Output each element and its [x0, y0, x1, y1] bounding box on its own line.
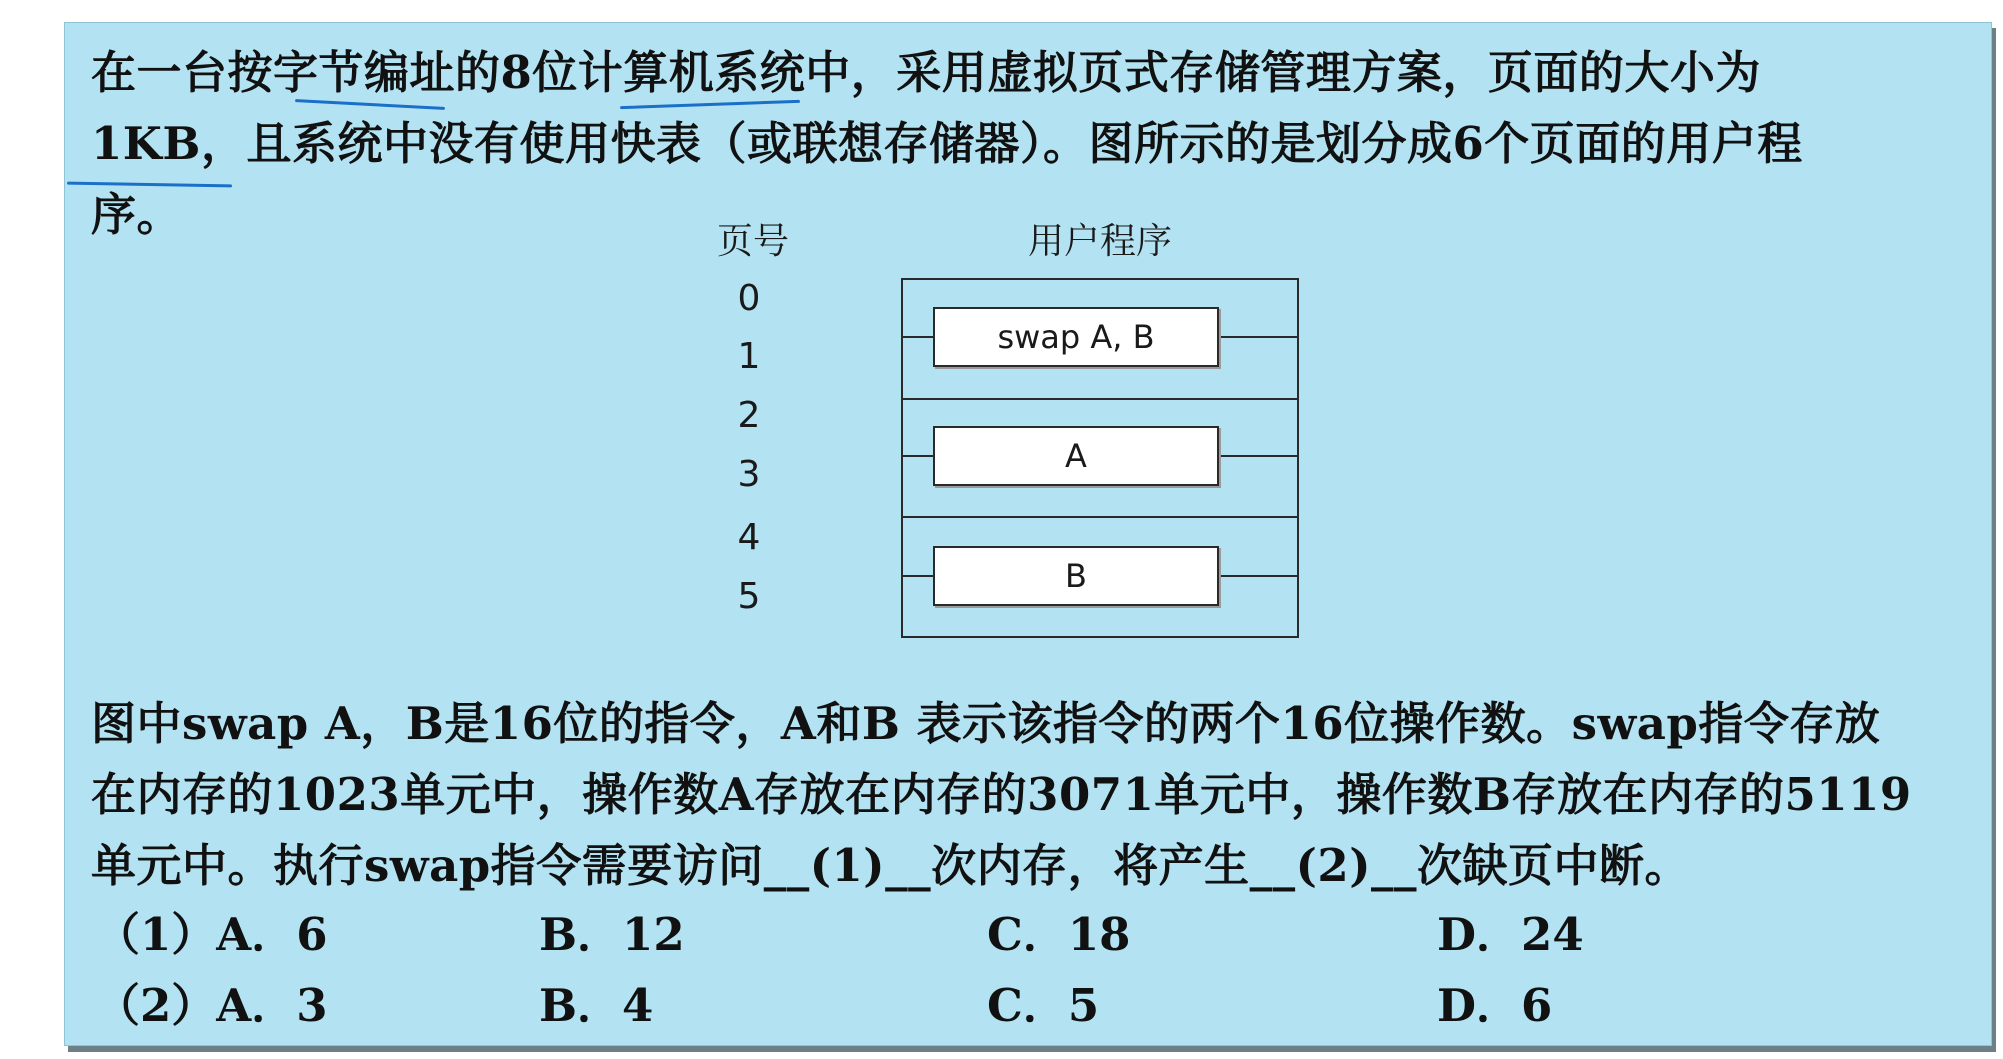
- page-boundary-line: [1217, 336, 1299, 338]
- question-line-6: 单元中。执行swap指令需要访问__(1)__次内存，将产生__(2)__次缺页中断。: [91, 839, 1690, 892]
- page-boundary-line: [1217, 455, 1299, 457]
- question-line-4: 图中swap A，B是16位的指令，A和B 表示该指令的两个16位操作数。swap指令存放: [91, 697, 1881, 750]
- page-number: 3: [737, 454, 761, 495]
- options-row-1: [65, 898, 1991, 968]
- question-card: [64, 22, 1992, 1046]
- operand-a-box: A: [933, 426, 1219, 486]
- page-number: 2: [737, 395, 761, 436]
- page-number-header: 页号: [716, 221, 789, 262]
- page-number: 0: [737, 278, 761, 319]
- page-number: 4: [737, 517, 761, 558]
- page-divider: [903, 398, 1297, 400]
- option-1-a[interactable]: （1）A．6: [95, 908, 328, 961]
- operand-b-box: B: [933, 546, 1219, 606]
- question-line-5: 在内存的1023单元中，操作数A存放在内存的3071单元中，操作数B存放在内存的5119: [91, 768, 1912, 821]
- user-program-header: 用户程序: [1027, 221, 1172, 262]
- option-1-c[interactable]: C．18: [987, 908, 1131, 961]
- option-1-d[interactable]: D．24: [1437, 908, 1584, 961]
- question-line-1: 在一台按字节编址的8位计算机系统中，采用虚拟页式存储管理方案，页面的大小为: [91, 46, 1761, 99]
- page-boundary-line: [1217, 575, 1299, 577]
- page-boundary-line: [901, 455, 935, 457]
- page-number: 5: [737, 576, 761, 617]
- question-line-3: 序。: [91, 188, 183, 241]
- option-2-a[interactable]: （2）A．3: [95, 979, 328, 1032]
- question-intro: [91, 37, 1803, 250]
- option-2-d[interactable]: D．6: [1437, 979, 1553, 1032]
- option-2-c[interactable]: C．5: [987, 979, 1100, 1032]
- question-line-2: 1KB，且系统中没有使用快表（或联想存储器）。图所示的是划分成6个页面的用户程: [91, 117, 1803, 170]
- option-1-b[interactable]: B．12: [539, 908, 685, 961]
- options-row-2: [65, 969, 1991, 1039]
- page-divider: [903, 516, 1297, 518]
- swap-instruction-box: swap A, B: [933, 307, 1219, 367]
- option-2-b[interactable]: B．4: [539, 979, 654, 1032]
- question-body: [91, 688, 1912, 901]
- page-boundary-line: [901, 575, 935, 577]
- page-number: 1: [737, 336, 761, 377]
- page-boundary-line: [901, 336, 935, 338]
